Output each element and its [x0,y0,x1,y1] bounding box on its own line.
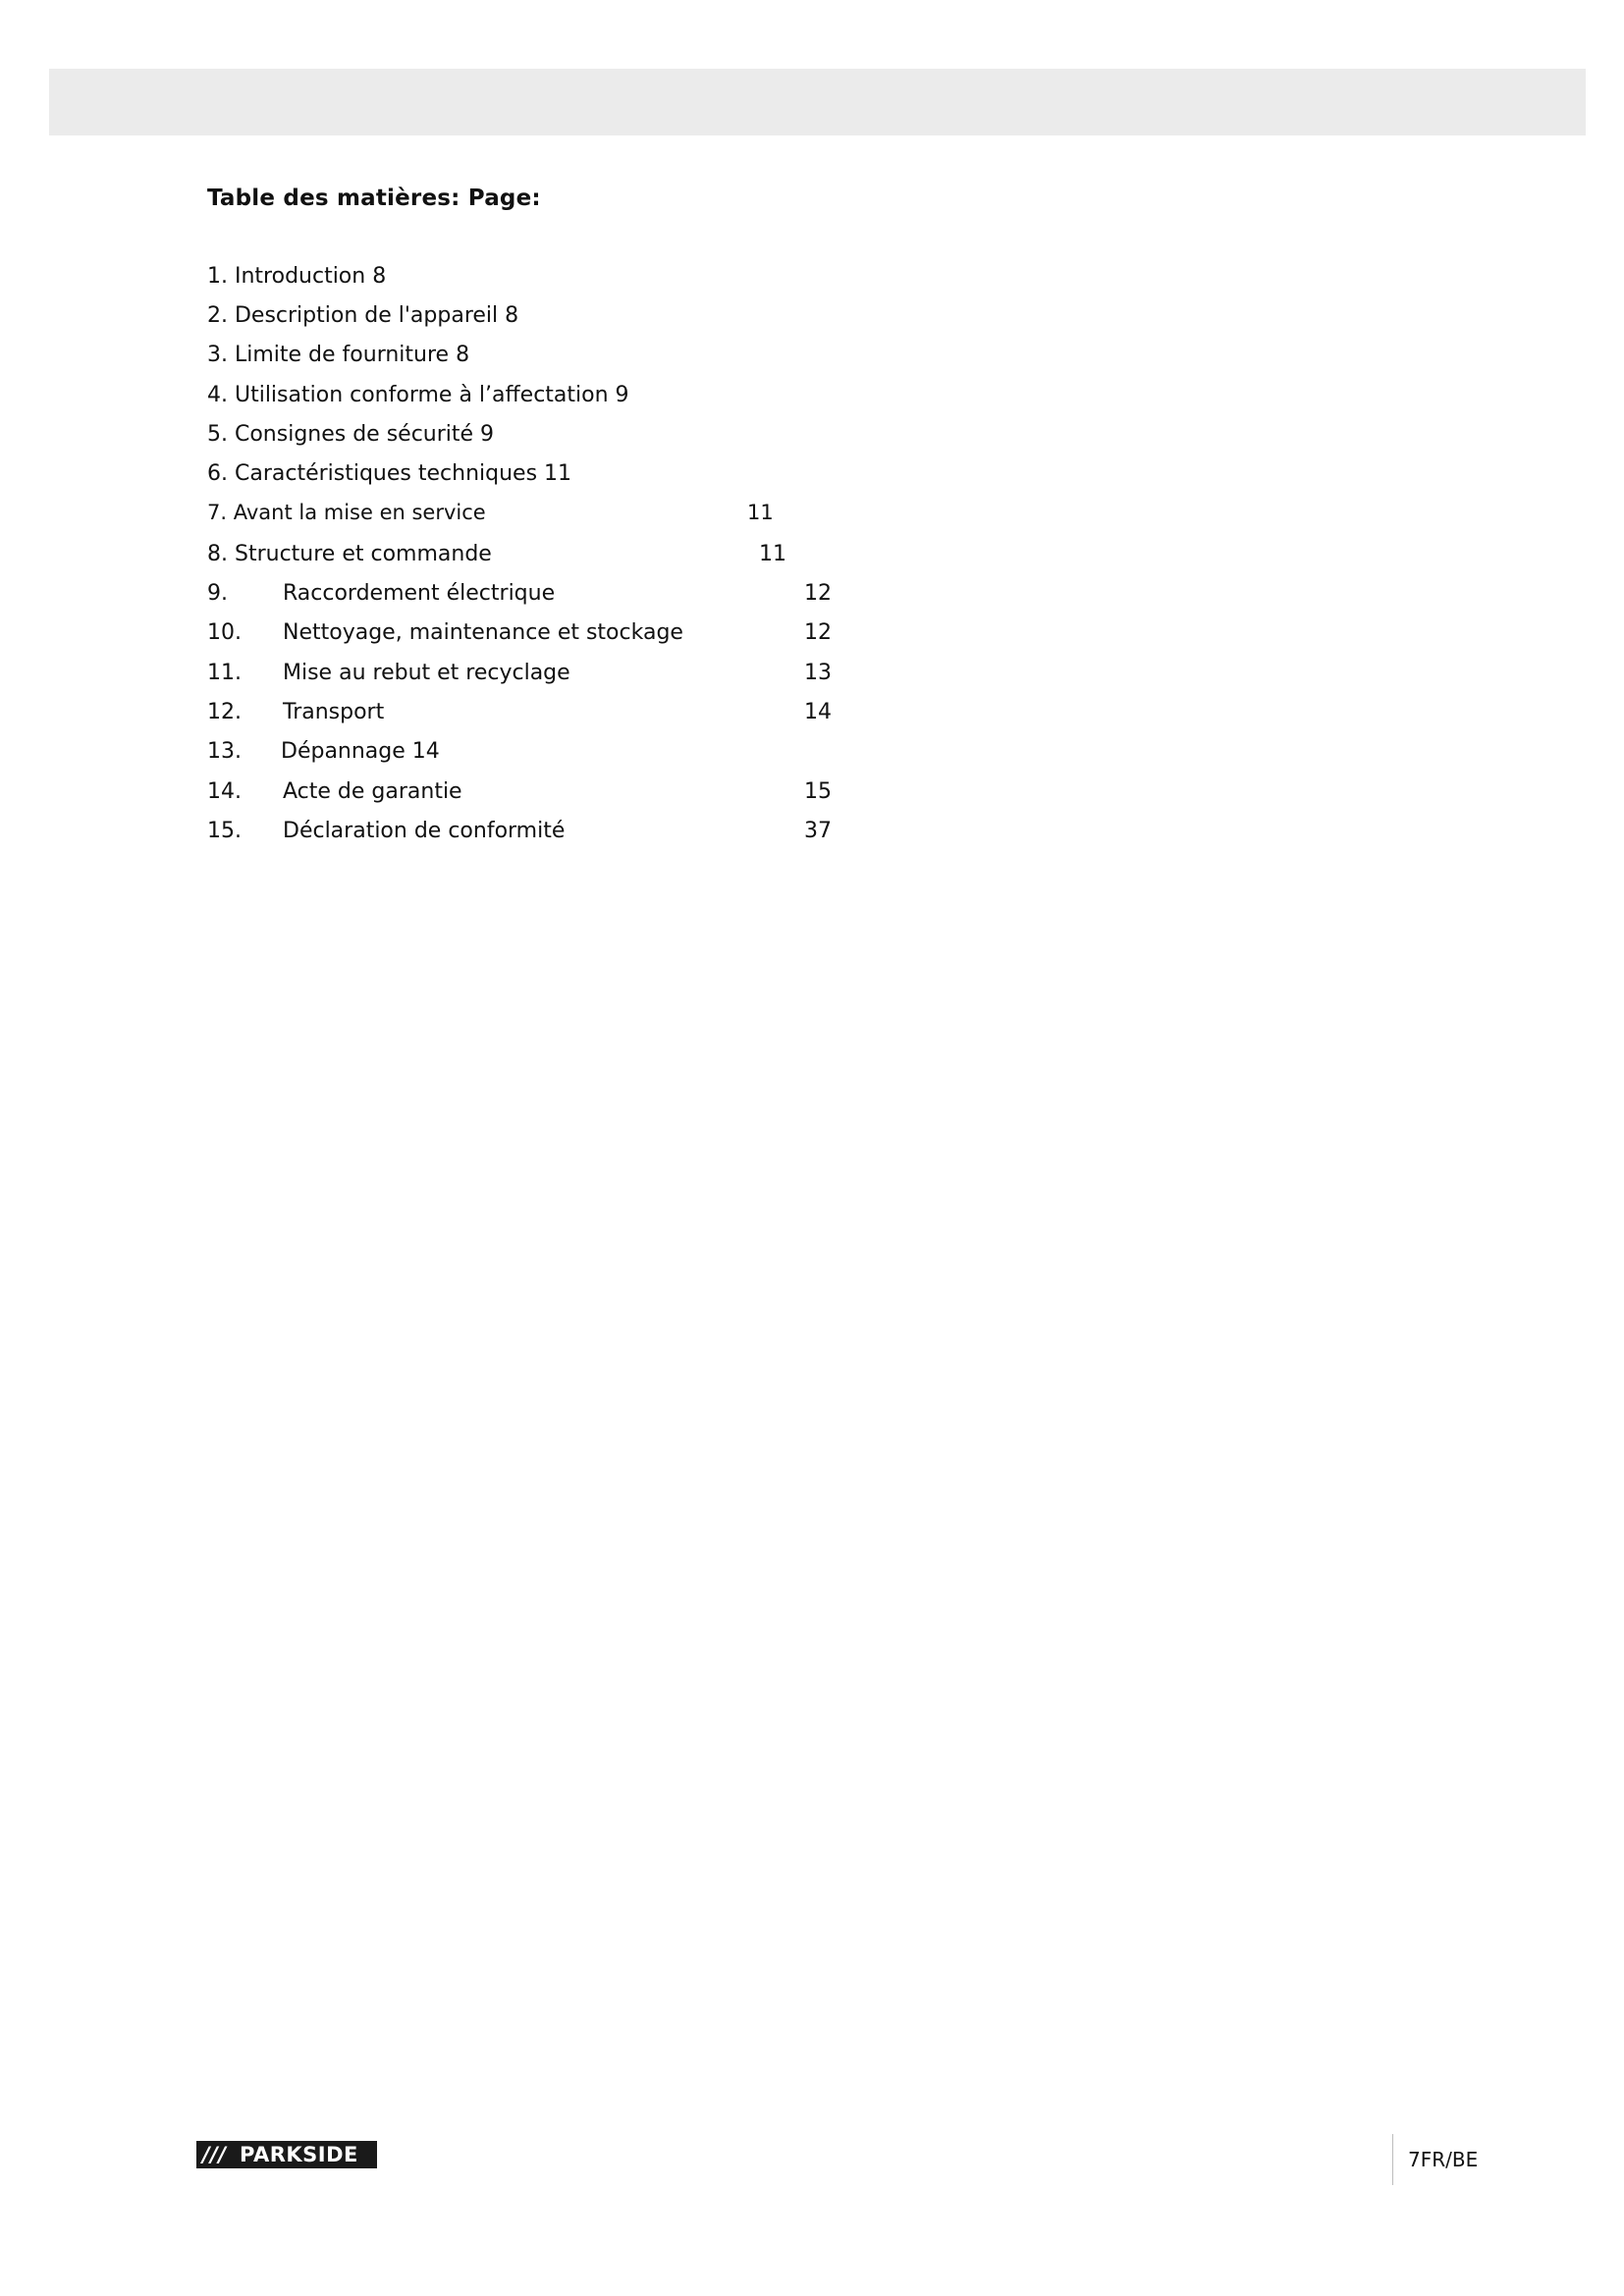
toc-entry-number: 10. [207,620,242,645]
toc-entry-number: 12. [207,700,242,724]
toc-entry-title: Acte de garantie [283,779,462,804]
toc-entry-title: Raccordement électrique [283,581,556,606]
page-code: 7FR/BE [1408,2148,1479,2171]
toc-entry-page: 37 [804,819,832,843]
toc-entry-page: 13 [804,661,832,685]
toc-entry-text: 6. Caractéristiques techniques 11 [207,461,572,486]
toc-entry-number: 9. [207,581,228,606]
toc-entry-text: 7. Avant la mise en service [207,501,486,524]
toc-entry-page: 11 [759,542,786,566]
toc-entry-number: 15. [207,819,242,843]
toc-heading: Table des matières: Page: [207,186,541,211]
toc-entry-text: 1. Introduction 8 [207,264,387,289]
logo-text: PARKSIDE [240,2143,358,2166]
toc-entry-text: 2. Description de l'appareil 8 [207,303,519,328]
toc-entry-page: 12 [804,620,832,645]
toc-entry-title: Dépannage 14 [281,739,440,764]
toc-entry-text: 4. Utilisation conforme à l’affectation 9 [207,383,629,407]
toc-entry-page: 14 [804,700,832,724]
toc-entry-page: 15 [804,779,832,804]
toc-entry-text: 3. Limite de fourniture 8 [207,343,470,367]
toc-entry-number: 14. [207,779,242,804]
logo-slashes: /// [202,2143,227,2166]
footer-divider [1392,2134,1393,2185]
toc-entry-page: 12 [804,581,832,606]
parkside-logo [196,2141,377,2168]
toc-entry-title: Mise au rebut et recyclage [283,661,570,685]
toc-entry-title: Déclaration de conformité [283,819,566,843]
toc-entry-text: 8. Structure et commande [207,542,492,566]
header-band [49,69,1586,135]
toc-entry-title: Transport [283,700,385,724]
toc-entry-title: Nettoyage, maintenance et stockage [283,620,683,645]
toc-entry-text: 5. Consignes de sécurité 9 [207,422,495,447]
toc-entry-page: 11 [747,501,774,524]
toc-entry-number: 11. [207,661,242,685]
toc-entry-number: 13. [207,739,242,764]
